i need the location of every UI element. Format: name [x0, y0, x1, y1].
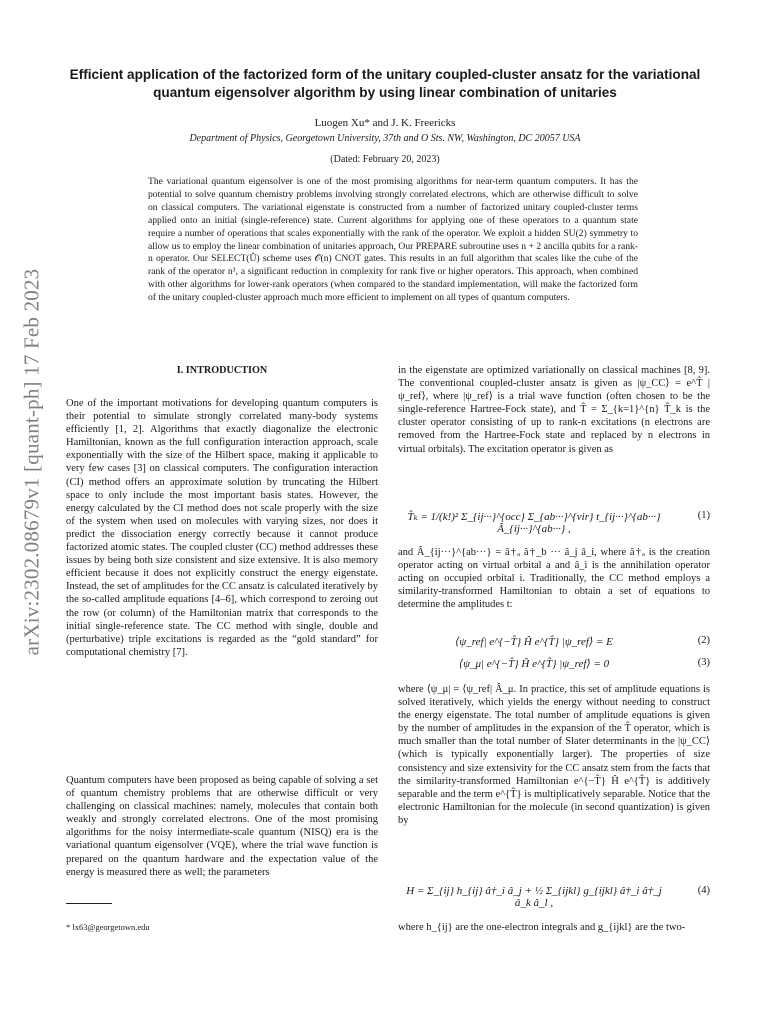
section-heading: I. INTRODUCTION	[176, 365, 268, 376]
affiliation: Department of Physics, Georgetown University, 37th and O Sts. NW, Washington, DC 20057 USA	[189, 133, 581, 144]
abstract: The variational quantum eigensolver is one of the most promising algorithms for near-term quantum computers. It has the potential to solve quantum chemistry problems involving strongly correlated electrons, which are otherwise difficult to solve on classical computers. The variational eigenstate is constructed from a number of factorized unitary coupled-cluster terms applied onto an initial (single-reference) state. Current algorithms for applying one of these operators to a quantum state require a number of operations that scales exponentially with the rank of the operator. We exploit a hidden SU(2) symmetry to allow us to employ the linear combination of unitaries approach, Our PREPARE subroutine uses n + 2 ancilla qubits for a rank-n operator. Our SELECT(Û) scheme uses 𝒪(n) CNOT gates. This results in an full algorithm that scales like the cube of the rank of the operator n³, a significant reduction in complexity for rank five or higher operators. This approach, when combined with other algorithms for lower-rank operators (when compared to the standard implementation, will make the factorized form of the unitary coupled-cluster approach much more efficient to implement on all types of quantum computers.	[148, 176, 638, 304]
right-paragraph-2: and Â_{ij···}^{ab···} = â†ₐ â†_b ··· â_j â_i, where â†ₐ is the creation operator acting on virtual orbital a and â_i is the annihilation operator acting on occupied orbital i. Traditionally, the CC method employs a similarity-transformed Hamiltonian to obtain a set of equations to determine the amplitudes t:	[398, 547, 710, 611]
equation-3: ⟨ψ_μ| e^{−T̂} Ĥ e^{T̂} |ψ_ref⟩ = 0	[458, 658, 610, 670]
equation-1: T̂ₖ = 1/(k!)² Σ_{ij···}^{occ} Σ_{ab···}^{vir} t_{ij···}^{ab···} Â_{ij···}^{ab···} ,	[407, 511, 661, 535]
right-paragraph-3: where ⟨ψ_μ| = ⟨ψ_ref| Â_μ. In practice, this set of amplitude equations is solved iteratively, which yields the energy without needing to construct the energy eigenstate. The total number of amplitude equations is given by the number of amplitudes in the expansion of the T̂ operator, which is much smaller than the total number of Slater determinants in the |ψ_CC⟩ (which is typically exponentially larger). The properties of size consistency and size extensivity for the CC ansatz stem from the facts that the similarity-transformed Hamiltonian e^{−T̂} Ĥ e^{T̂} is additively separable and the term e^{T̂} is multiplicatively separable. Notice that the electronic Hamiltonian for the molecule (in second quantization) is given by	[398, 684, 710, 826]
equation-1-number: (1)	[697, 510, 710, 521]
authors: Luogen Xu* and J. K. Freericks	[314, 117, 456, 129]
equation-4-number: (4)	[697, 885, 710, 896]
intro-paragraph-1: One of the important motivations for developing quantum computers is their potential to simulate strongly correlated many-body systems efficiently [1, 2]. Algorithms that exactly diagonalize the electronic Hamiltonian, known as the full configuration interaction approach, scale exponentially with the size of the Hilbert space, making it applicable to very few cases [3] on classical computers. The configuration interaction (CI) method offers an approximate solution by truncating the Hilbert space to only include the most important basis states. However, the energy calculated by the CI method does not scale properly with the size of the system when used on molecules with varying sizes, nor does it predict the dissociation energy correctly because it cannot produce factorized atomic states. The coupled cluster (CC) method addresses these issues by being both size consistent and size extensive. It is also memory efficient because it does not explicitly construct the energy eigenstate. Instead, the set of amplitudes for the CC ansatz is calculated iteratively by the so-called amplitude equations [4–6], which correspond to zeroing out the row (or column) of the Hamiltonian matrix that corresponds to the initial single-reference state. The CC method with single, double and (perturbative) triple excitations is regarded as the “gold standard” for computational chemistry [7].	[66, 398, 378, 658]
arxiv-identifier-text: arXiv:2302.08679v1 [quant-ph] 17 Feb 2023	[19, 268, 44, 656]
paper-title: Efficient application of the factorized form of the unitary coupled-cluster ansatz for the variational quantum eigensolver algorithm by using linear combination of unitaries	[69, 67, 701, 100]
right-paragraph-4: where h_{ij} are the one-electron integrals and g_{ijkl} are the two-	[398, 922, 686, 933]
right-paragraph-1: in the eigenstate are optimized variationally on classical machines [8, 9]. The conventional coupled-cluster ansatz is given as |ψ_CC⟩ = e^T̂ |ψ_ref⟩, where |ψ_ref⟩ is a trial wave function (often chosen to be the single-reference Hartree-Fock state), and T̂ = Σ_{k=1}^{n} T̂_k is the cluster operator consisting of up to rank-n excitations (n electrons are removed from the Hartree-Fock state and replaced by n electrons in virtual orbitals). The excitation operator is given as	[398, 365, 710, 455]
intro-paragraph-2: Quantum computers have been proposed as being capable of solving a set of quantum chemistry problems that are otherwise difficult or very challenging on classical machines: namely, molecules that contain both weakly and strongly correlated electrons. One of the most promising algorithms for the noisy intermediate-scale quantum (NISQ) era is the variational quantum eigensolver (VQE), where the trial wave function is prepared on the quantum hardware and the expectation value of the energy is measured there as well; the parameters	[66, 775, 378, 878]
date-line: (Dated: February 20, 2023)	[330, 154, 440, 165]
footnote-email: * lx63@georgetown.edu	[66, 922, 150, 932]
footnote-rule	[66, 903, 112, 904]
equation-2: ⟨ψ_ref| e^{−T̂} Ĥ e^{T̂} |ψ_ref⟩ = E	[455, 636, 613, 648]
equation-2-number: (2)	[697, 635, 710, 646]
equation-4: H = Σ_{ij} h_{ij} â†_i â_j + ½ Σ_{ijkl} g_{ijkl} â†_i â†_j â_k â_l ,	[406, 885, 662, 909]
arxiv-identifier	[18, 262, 46, 662]
equation-3-number: (3)	[697, 657, 710, 668]
